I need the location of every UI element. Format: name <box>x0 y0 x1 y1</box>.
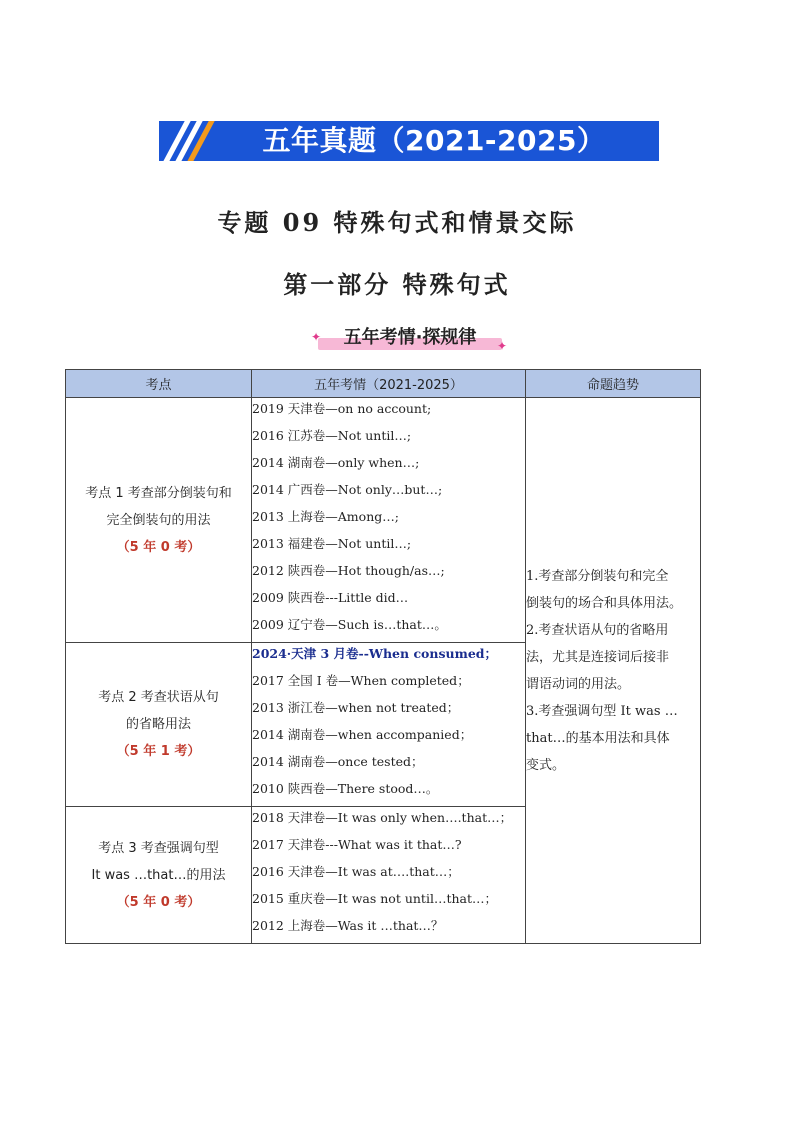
trend-cell <box>526 398 701 944</box>
exam-entry: 2009 辽宁卷—Such is…that…。 <box>252 617 447 632</box>
topic-line: 考点 1 考查部分倒装句和 <box>85 485 232 501</box>
exam-count: （5 年 0 考） <box>116 539 201 555</box>
trend-line: 变式。 <box>526 757 566 773</box>
trend-line: 3.考查强调句型 It was … <box>526 703 678 719</box>
trend-line: 倒装句的场合和具体用法。 <box>526 595 683 611</box>
topic-cell <box>66 643 252 807</box>
sparkle-icon: ✦ <box>497 339 508 353</box>
exam-count: （5 年 0 考） <box>116 894 201 910</box>
topic-title: 专题 09 特殊句式和情景交际 <box>217 208 577 237</box>
subtitle-text: 五年考情·探规律 <box>343 327 477 348</box>
exam-entry: 2019 天津卷—on no account; <box>252 401 432 416</box>
header-topic: 考点 <box>66 370 252 398</box>
part-title: 第一部分 特殊句式 <box>283 270 511 299</box>
topic-line: 完全倒装句的用法 <box>106 512 211 528</box>
exam-entry-highlight: 2024·天津 3 月卷--When consumed； <box>252 646 498 661</box>
trend-line: 法，尤其是连接词后接非 <box>526 649 670 665</box>
banner-title: 五年真题（2021-2025） <box>262 124 606 157</box>
topic-line: It was …that…的用法 <box>91 867 226 883</box>
header-trend: 命题趋势 <box>526 370 701 398</box>
topic-line: 考点 2 考查状语从句 <box>98 690 219 705</box>
exam-entry: 2017 天津卷---What was it that…? <box>252 837 462 852</box>
subtitle-block <box>310 320 510 354</box>
exam-entry: 2014 湖南卷—only when…; <box>252 455 420 470</box>
topic-line: 考点 3 考查强调句型 <box>98 840 219 856</box>
exam-list-cell <box>252 807 526 944</box>
exam-entry: 2014 广西卷—Not only…but…; <box>252 482 443 497</box>
exam-entry: 2017 全国 I 卷—When completed； <box>252 673 470 688</box>
exam-entry: 2014 湖南卷—when accompanied； <box>252 727 473 742</box>
header-exams: 五年考情（2021-2025） <box>252 370 526 398</box>
exam-entry: 2012 陕西卷—Hot though/as…; <box>252 563 445 578</box>
exam-entry: 2009 陕西卷---Little did… <box>252 590 409 605</box>
section-banner <box>159 121 659 161</box>
exam-entry: 2016 江苏卷—Not until…; <box>252 428 412 443</box>
exam-entry: 2014 湖南卷—once tested； <box>252 754 424 769</box>
exam-analysis-table <box>65 369 701 944</box>
trend-line: 2.考查状语从句的省略用 <box>526 622 669 638</box>
exam-entry: 2018 天津卷—It was only when….that…； <box>252 810 513 825</box>
exam-list-cell <box>252 643 526 807</box>
trend-line: that…的基本用法和具体 <box>526 730 670 746</box>
exam-count: （5 年 1 考） <box>116 744 201 759</box>
table-header-row <box>66 370 701 398</box>
exam-entry: 2016 天津卷—It was at….that…； <box>252 864 460 879</box>
trend-line: 1.考查部分倒装句和完全 <box>526 568 669 584</box>
exam-entry: 2013 上海卷—Among…; <box>252 509 399 524</box>
exam-list-cell <box>252 398 526 643</box>
sparkle-icon: ✦ <box>311 330 322 344</box>
topic-cell <box>66 398 252 643</box>
topic-line: 的省略用法 <box>125 717 191 732</box>
topic-cell <box>66 807 252 944</box>
trend-line: 谓语动词的用法。 <box>526 676 631 692</box>
exam-entry: 2015 重庆卷—It was not until…that…； <box>252 891 498 906</box>
exam-entry: 2013 浙江卷—when not treated； <box>252 700 460 715</box>
exam-entry: 2012 上海卷—Was it …that…？ <box>252 918 444 933</box>
table-row <box>66 398 701 643</box>
exam-entry: 2013 福建卷—Not until…; <box>252 536 412 551</box>
exam-entry: 2010 陕西卷—There stood…。 <box>252 781 439 796</box>
